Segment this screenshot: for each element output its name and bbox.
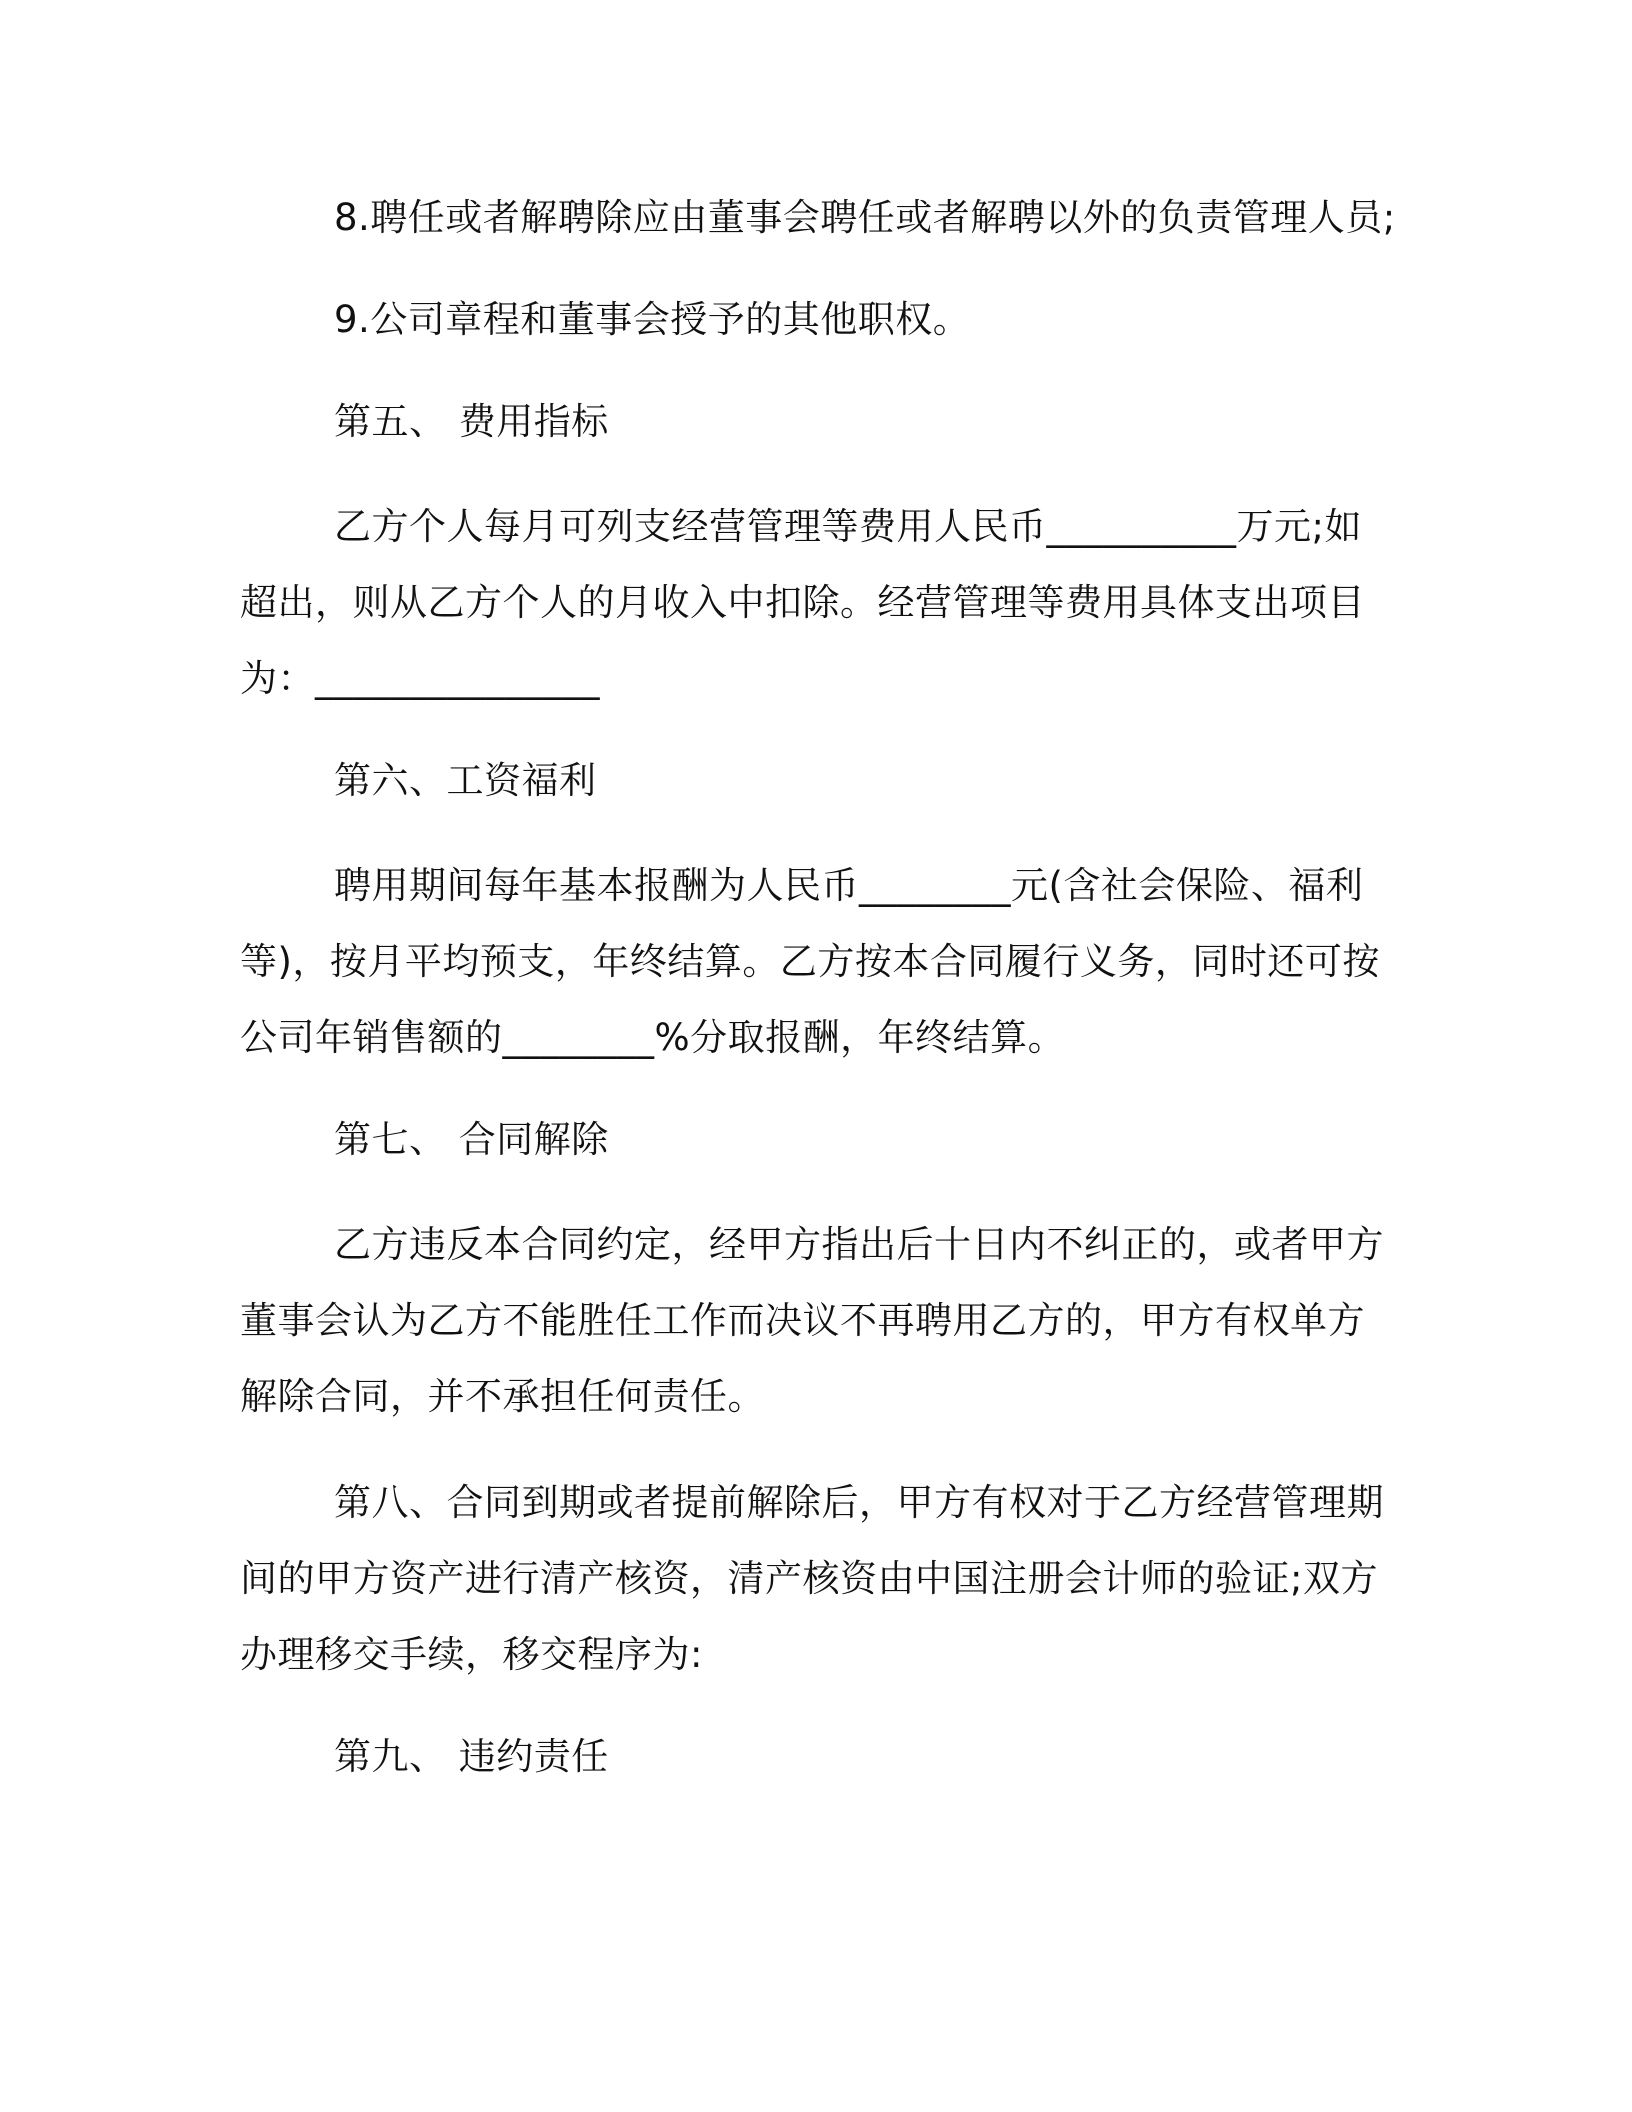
item-8-line: 8.聘任或者解聘除应由董事会聘任或者解聘以外的负责管理人员; xyxy=(334,196,1396,239)
section-6-paragraph-line: 等)，按月平均预支，年终结算。乙方按本合同履行义务，同时还可按 xyxy=(240,940,1380,983)
section-5-heading: 第五、 费用指标 xyxy=(334,400,609,443)
section-8-paragraph-line: 第八、合同到期或者提前解除后，甲方有权对于乙方经营管理期 xyxy=(334,1481,1384,1524)
item-9-line: 9.公司章程和董事会授予的其他职权。 xyxy=(334,298,971,341)
section-6-paragraph-line: 公司年销售额的________%分取报酬，年终结算。 xyxy=(240,1016,1066,1059)
section-6-paragraph-line: 聘用期间每年基本报酬为人民币________元(含社会保险、福利 xyxy=(334,864,1364,907)
section-5-paragraph-line: 乙方个人每月可列支经营管理等费用人民币__________万元;如 xyxy=(334,505,1362,548)
section-9-heading: 第九、 违约责任 xyxy=(334,1735,609,1778)
section-7-paragraph-line: 乙方违反本合同约定，经甲方指出后十日内不纠正的，或者甲方 xyxy=(334,1223,1384,1266)
section-6-heading: 第六、工资福利 xyxy=(334,759,597,802)
section-7-paragraph-line: 解除合同，并不承担任何责任。 xyxy=(240,1375,765,1418)
section-7-heading: 第七、 合同解除 xyxy=(334,1118,609,1161)
section-7-paragraph-line: 董事会认为乙方不能胜任工作而决议不再聘用乙方的，甲方有权单方 xyxy=(240,1299,1365,1342)
section-5-paragraph-line: 为：_______________ xyxy=(240,657,600,700)
section-8-paragraph-line: 间的甲方资产进行清产核资，清产核资由中国注册会计师的验证;双方 xyxy=(240,1557,1378,1600)
section-5-paragraph-line: 超出，则从乙方个人的月收入中扣除。经营管理等费用具体支出项目 xyxy=(240,581,1365,624)
section-8-paragraph-line: 办理移交手续，移交程序为: xyxy=(240,1633,703,1676)
